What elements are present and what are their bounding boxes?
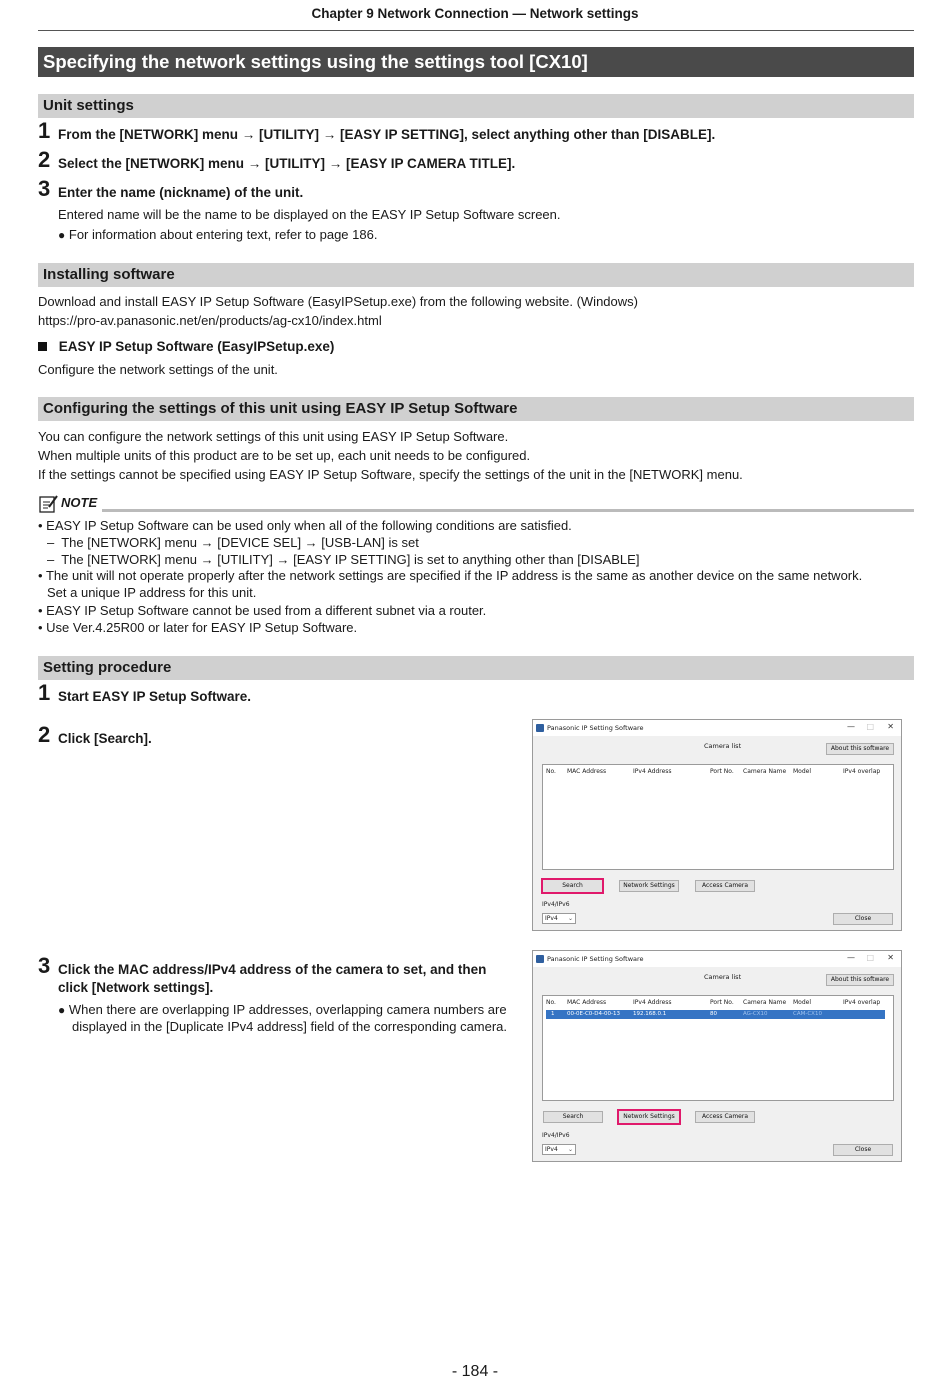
- step-text: Click [Search].: [58, 731, 152, 746]
- search-button[interactable]: Search: [543, 1111, 603, 1123]
- step-text: Select the [NETWORK] menu → [UTILITY] → [EASY IP CAMERA TITLE].: [58, 156, 516, 171]
- paragraph: Download and install EASY IP Setup Software (EasyIPSetup.exe) from the following website. (Windows): [38, 294, 638, 309]
- setup-software-window: [532, 719, 902, 931]
- column-header: IPv4 Address: [633, 999, 672, 1006]
- close-window-icon[interactable]: ✕: [887, 722, 894, 731]
- network-settings-button[interactable]: Network Settings: [619, 880, 679, 892]
- column-header: Model: [793, 768, 812, 775]
- note-label: NOTE: [61, 495, 98, 510]
- camera-list-table[interactable]: [542, 764, 894, 870]
- note-subitem: – The [NETWORK] menu → [UTILITY] → [EASY IP SETTING] is set to anything other than [DISABLE]: [47, 552, 640, 567]
- camera-list-label: Camera list: [704, 973, 742, 981]
- column-header: Camera Name: [743, 768, 787, 775]
- note-item: • EASY IP Setup Software cannot be used from a different subnet via a router.: [38, 603, 487, 618]
- note-item: • Use Ver.4.25R00 or later for EASY IP Setup Software.: [38, 620, 358, 635]
- app-icon: [536, 955, 544, 963]
- step-text: From the [NETWORK] menu → [UTILITY] → [EASY IP SETTING], select anything other than [DISABLE].: [58, 127, 716, 142]
- section-heading-unit-settings: Unit settings: [38, 94, 914, 118]
- note-text: EASY IP Setup Software cannot be used from a different subnet via a router.: [46, 603, 487, 618]
- cell-model: CAM-CX10: [793, 1011, 822, 1017]
- square-bullet-icon: [38, 342, 47, 351]
- window-title: Panasonic IP Setting Software: [547, 955, 644, 963]
- column-header: MAC Address: [567, 999, 607, 1006]
- section-heading-configuring: Configuring the settings of this unit using EASY IP Setup Software: [38, 397, 914, 421]
- step-text: Enter the name (nickname) of the unit.: [58, 185, 304, 200]
- window-title: Panasonic IP Setting Software: [547, 724, 644, 732]
- cell-camera-name: AG-CX10: [743, 1011, 768, 1017]
- paragraph: You can configure the network settings of this unit using EASY IP Setup Software.: [38, 429, 509, 444]
- close-button[interactable]: Close: [833, 913, 893, 925]
- chevron-down-icon: ⌄: [567, 915, 573, 922]
- network-settings-button[interactable]: Network Settings: [617, 1109, 681, 1125]
- about-software-button[interactable]: About this software: [826, 743, 894, 755]
- column-header: IPv4 Address: [633, 768, 672, 775]
- access-camera-button[interactable]: Access Camera: [695, 880, 755, 892]
- step-number: 3: [38, 176, 51, 201]
- bullet-text: For information about entering text, refer to page 186.: [68, 227, 378, 242]
- ip-version-value: IPv4: [545, 1146, 558, 1153]
- ip-version-label: IPv4/IPv6: [542, 901, 570, 908]
- paragraph: Configure the network settings of the unit.: [38, 362, 278, 377]
- camera-list-table[interactable]: [542, 995, 894, 1101]
- note-divider: [102, 509, 914, 512]
- maximize-icon[interactable]: □: [866, 953, 874, 962]
- column-header: IPv4 overlap: [843, 999, 881, 1006]
- ip-version-label: IPv4/IPv6: [542, 1132, 570, 1139]
- minimize-icon[interactable]: —: [847, 722, 855, 731]
- column-header: No.: [546, 999, 556, 1006]
- column-header: Port No.: [710, 999, 734, 1006]
- column-header: No.: [546, 768, 556, 775]
- step-text: Start EASY IP Setup Software.: [58, 689, 252, 704]
- bullet-icon: ●: [58, 1003, 66, 1017]
- ip-version-select[interactable]: [542, 913, 576, 924]
- note-item: • The unit will not operate properly after the network settings are specified if the IP address is the same as another device on the same network.: [38, 568, 863, 583]
- note-subitem: – The [NETWORK] menu → [DEVICE SEL] → [USB-LAN] is set: [47, 535, 419, 550]
- chapter-header: Chapter 9 Network Connection — Network settings: [311, 6, 639, 21]
- page-title: Specifying the network settings using the settings tool [CX10]: [38, 47, 914, 77]
- note-text: The [NETWORK] menu → [UTILITY] → [EASY IP SETTING] is set to anything other than [DISABLE]: [61, 552, 640, 567]
- website-url: https://pro-av.panasonic.net/en/products/ag-cx10/index.html: [38, 313, 382, 328]
- bullet-item: [58, 227, 377, 243]
- step-number: 1: [38, 680, 51, 705]
- section-heading-installing: Installing software: [38, 263, 914, 287]
- column-header: Camera Name: [743, 999, 787, 1006]
- bullet-text-continued: displayed in the [Duplicate IPv4 address] field of the corresponding camera.: [72, 1019, 508, 1034]
- note-item: • EASY IP Setup Software can be used only when all of the following conditions are satisfied.: [38, 518, 572, 533]
- column-header: IPv4 overlap: [843, 768, 881, 775]
- step-number: 2: [38, 147, 51, 172]
- access-camera-button[interactable]: Access Camera: [695, 1111, 755, 1123]
- minimize-icon[interactable]: —: [847, 953, 855, 962]
- bullet-text: When there are overlapping IP addresses, overlapping camera numbers are: [68, 1002, 507, 1017]
- header-divider: [38, 30, 914, 31]
- close-window-icon[interactable]: ✕: [887, 953, 894, 962]
- close-button[interactable]: Close: [833, 1144, 893, 1156]
- column-header: Model: [793, 999, 812, 1006]
- column-header: MAC Address: [567, 768, 607, 775]
- sub-heading: [38, 339, 334, 355]
- paragraph: If the settings cannot be specified using EASY IP Setup Software, specify the settings of the unit in the [NETWORK] menu.: [38, 467, 743, 482]
- note-text-continued: Set a unique IP address for this unit.: [47, 585, 257, 600]
- step-body: Entered name will be the name to be displayed on the EASY IP Setup Software screen.: [58, 207, 561, 222]
- bullet-icon: ●: [58, 228, 66, 242]
- step-text: Click the MAC address/IPv4 address of the camera to set, and then: [58, 962, 487, 977]
- step-number: 1: [38, 118, 51, 143]
- maximize-icon[interactable]: □: [866, 722, 874, 731]
- chevron-down-icon: ⌄: [567, 1146, 573, 1153]
- about-software-button[interactable]: About this software: [826, 974, 894, 986]
- sub-heading-text: EASY IP Setup Software (EasyIPSetup.exe): [58, 339, 335, 354]
- table-row-selected[interactable]: [546, 1010, 885, 1019]
- column-header: Port No.: [710, 768, 734, 775]
- search-button[interactable]: Search: [541, 878, 604, 894]
- ip-version-select[interactable]: [542, 1144, 576, 1155]
- note-text: EASY IP Setup Software can be used only when all of the following conditions are satisfied.: [46, 518, 572, 533]
- cell-no: 1: [551, 1011, 555, 1017]
- ip-version-value: IPv4: [545, 915, 558, 922]
- page-number: - 184 -: [451, 1363, 499, 1380]
- note-text: Use Ver.4.25R00 or later for EASY IP Setup Software.: [46, 620, 358, 635]
- cell-mac-address[interactable]: 00-0E-C0-D4-00-13: [567, 1011, 620, 1017]
- camera-list-label: Camera list: [704, 742, 742, 750]
- note-icon: [38, 494, 59, 514]
- app-icon: [536, 724, 544, 732]
- window-titlebar: [533, 720, 901, 736]
- section-heading-procedure: Setting procedure: [38, 656, 914, 680]
- step-number: 2: [38, 722, 51, 747]
- paragraph: When multiple units of this product are to be set up, each unit needs to be configured.: [38, 448, 531, 463]
- cell-port: 80: [710, 1011, 717, 1017]
- setup-software-window: [532, 950, 902, 1162]
- step-number: 3: [38, 953, 51, 978]
- bullet-item: [58, 1002, 507, 1018]
- window-titlebar: [533, 951, 901, 967]
- cell-ipv4-address[interactable]: 192.168.0.1: [633, 1011, 667, 1017]
- note-text: The [NETWORK] menu → [DEVICE SEL] → [USB-LAN] is set: [61, 535, 419, 550]
- note-text: The unit will not operate properly after the network settings are specified if the IP address is the same as another device on the same network.: [45, 568, 863, 583]
- step-text-continued: click [Network settings].: [58, 980, 214, 995]
